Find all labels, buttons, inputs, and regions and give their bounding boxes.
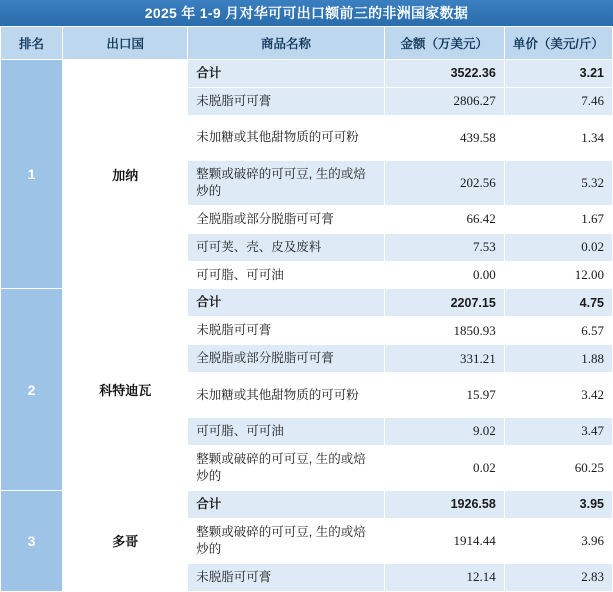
country-cell: 科特迪瓦: [63, 289, 188, 491]
rank-cell: 2: [1, 289, 63, 491]
column-header-country: 出口国: [63, 27, 188, 60]
table-header: [1, 27, 613, 60]
product-name-cell: 未加糖或其他甜物质的可可粉: [188, 115, 384, 160]
unit-price-cell: 0.02: [504, 233, 612, 261]
amount-cell: 7.53: [384, 233, 504, 261]
rank-cell: 1: [1, 60, 63, 289]
amount-cell: 1914.44: [384, 518, 504, 563]
product-name-cell: 未加糖或其他甜物质的可可粉: [188, 373, 384, 418]
unit-price-cell: 12.00: [504, 261, 612, 289]
unit-price-cell: 4.75: [504, 289, 612, 317]
amount-cell: 331.21: [384, 345, 504, 373]
unit-price-cell: 3.42: [504, 373, 612, 418]
unit-price-cell: 5.32: [504, 160, 612, 205]
country-cell: 加纳: [63, 60, 188, 289]
export-data-table: [0, 26, 613, 592]
amount-cell: 15.97: [384, 373, 504, 418]
product-name-cell: 未脱脂可可膏: [188, 317, 384, 345]
amount-cell: 2207.15: [384, 289, 504, 317]
amount-cell: 9.02: [384, 418, 504, 446]
amount-cell: 3522.36: [384, 60, 504, 88]
product-name-cell: 整颗或破碎的可可豆, 生的或焙炒的: [188, 518, 384, 563]
product-name-cell: 未脱脂可可膏: [188, 563, 384, 591]
table-body: [1, 60, 613, 592]
column-header-rank: 排名: [1, 27, 63, 60]
table-header-row: [1, 27, 613, 60]
amount-cell: 0.00: [384, 261, 504, 289]
column-header-price: 单价（美元/斤）: [504, 27, 612, 60]
amount-cell: 439.58: [384, 115, 504, 160]
unit-price-cell: 3.95: [504, 490, 612, 518]
amount-cell: 1926.58: [384, 490, 504, 518]
product-name-cell: 合计: [188, 60, 384, 88]
column-header-amount: 金额（万美元）: [384, 27, 504, 60]
amount-cell: 1850.93: [384, 317, 504, 345]
page-title: 2025 年 1-9 月对华可可出口额前三的非洲国家数据: [0, 0, 613, 26]
unit-price-cell: 1.34: [504, 115, 612, 160]
product-name-cell: 可可脂、可可油: [188, 418, 384, 446]
rank-cell: 3: [1, 490, 63, 591]
product-name-cell: 整颗或破碎的可可豆, 生的或焙炒的: [188, 160, 384, 205]
table-row: [1, 60, 613, 88]
table-row: [1, 490, 613, 518]
column-header-product: 商品名称: [188, 27, 384, 60]
unit-price-cell: 60.25: [504, 445, 612, 490]
amount-cell: 66.42: [384, 205, 504, 233]
unit-price-cell: 1.67: [504, 205, 612, 233]
product-name-cell: 全脱脂或部分脱脂可可膏: [188, 345, 384, 373]
product-name-cell: 可可脂、可可油: [188, 261, 384, 289]
amount-cell: 2806.27: [384, 87, 504, 115]
unit-price-cell: 7.46: [504, 87, 612, 115]
unit-price-cell: 3.21: [504, 60, 612, 88]
unit-price-cell: 3.47: [504, 418, 612, 446]
unit-price-cell: 2.83: [504, 563, 612, 591]
country-cell: 多哥: [63, 490, 188, 591]
amount-cell: 12.14: [384, 563, 504, 591]
product-name-cell: 可可荚、壳、皮及废料: [188, 233, 384, 261]
product-name-cell: 合计: [188, 289, 384, 317]
amount-cell: 202.56: [384, 160, 504, 205]
unit-price-cell: 6.57: [504, 317, 612, 345]
product-name-cell: 合计: [188, 490, 384, 518]
unit-price-cell: 1.88: [504, 345, 612, 373]
unit-price-cell: 3.96: [504, 518, 612, 563]
product-name-cell: 未脱脂可可膏: [188, 87, 384, 115]
table-row: [1, 289, 613, 317]
product-name-cell: 整颗或破碎的可可豆, 生的或焙炒的: [188, 445, 384, 490]
amount-cell: 0.02: [384, 445, 504, 490]
product-name-cell: 全脱脂或部分脱脂可可膏: [188, 205, 384, 233]
